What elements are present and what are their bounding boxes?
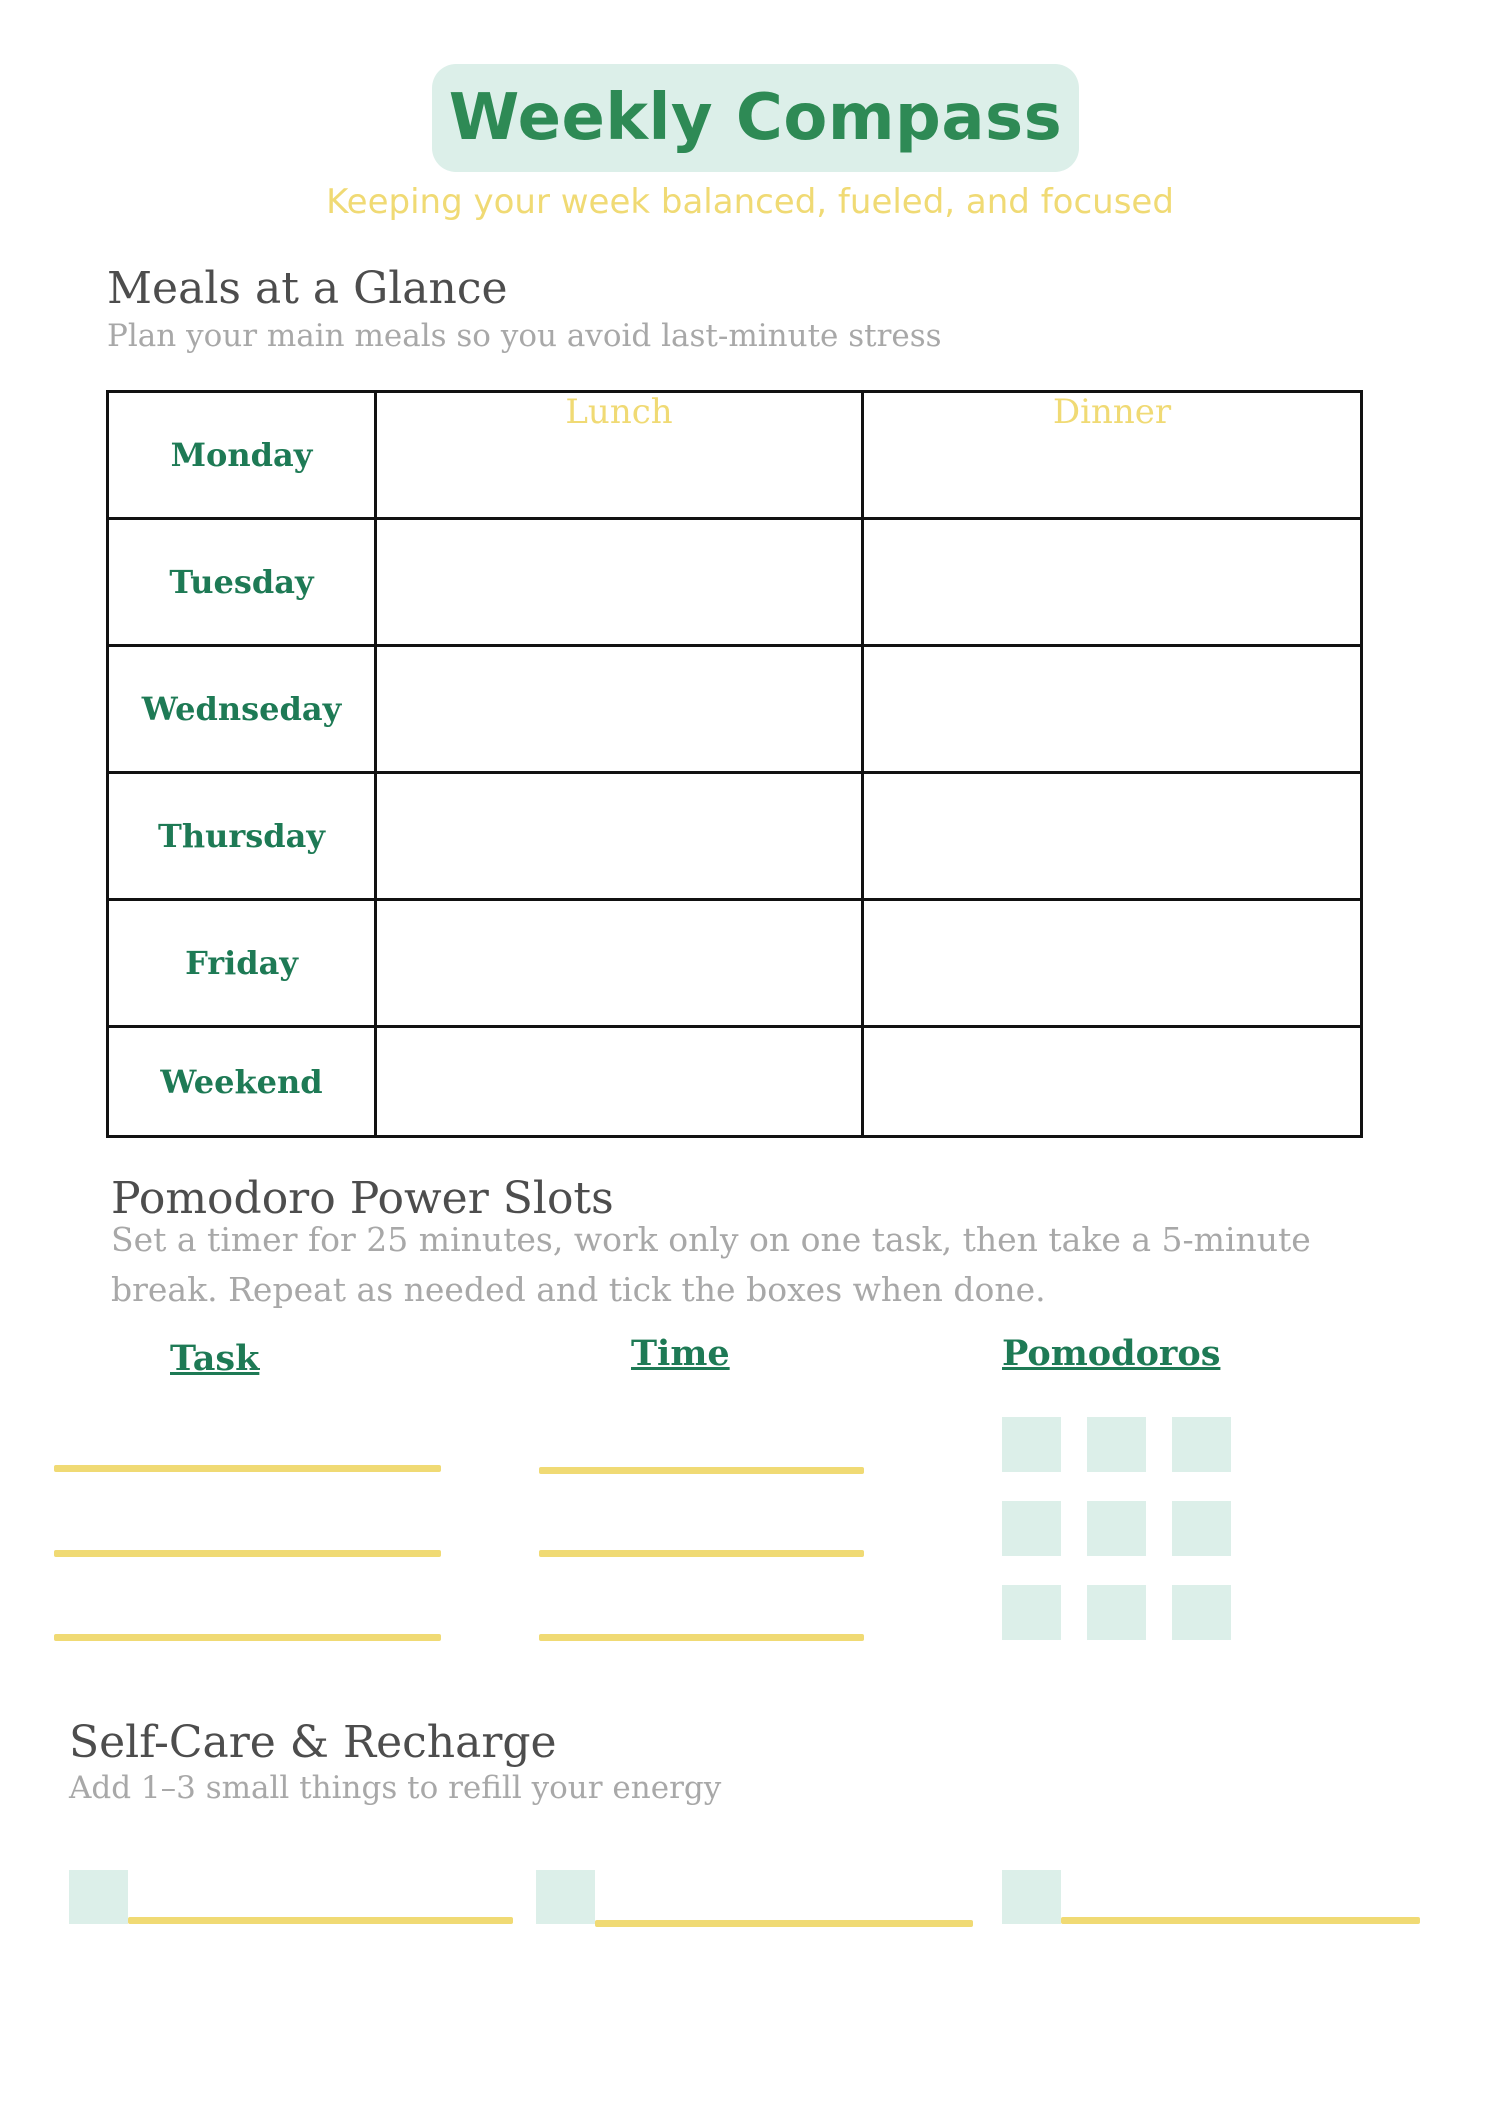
- table-row: [108, 646, 1362, 773]
- meal-cell-friday-dinner[interactable]: [863, 900, 1362, 1027]
- column-header-dinner: Dinner: [1052, 392, 1172, 432]
- pomodoro-checkbox-3-1[interactable]: [1002, 1585, 1061, 1640]
- pomodoros-column-label: Pomodoros: [1002, 1333, 1221, 1374]
- table-row: [108, 900, 1362, 1027]
- meal-cell-thursday-lunch[interactable]: [376, 773, 863, 900]
- pomodoro-checkbox-2-1[interactable]: [1002, 1501, 1061, 1556]
- table-row: [108, 1027, 1362, 1137]
- meal-cell-wednesday-dinner[interactable]: [863, 646, 1362, 773]
- pomodoro-checkbox-1-2[interactable]: [1087, 1417, 1146, 1472]
- page-subtitle: Keeping your week balanced, fueled, and focused: [326, 182, 1174, 222]
- meal-cell-tuesday-dinner[interactable]: [863, 519, 1362, 646]
- pomodoro-section-title: Pomodoro Power Slots: [111, 1173, 614, 1224]
- meal-plan-table: [106, 390, 1363, 1138]
- column-header-lunch: Lunch: [565, 392, 673, 432]
- selfcare-checkbox-3[interactable]: [1002, 1870, 1061, 1924]
- task-line-1[interactable]: [54, 1465, 441, 1472]
- meal-cell-tuesday-lunch[interactable]: [376, 519, 863, 646]
- day-label-wednesday: Wednseday: [108, 646, 376, 773]
- time-line-3[interactable]: [539, 1634, 864, 1641]
- meal-cell-thursday-dinner[interactable]: [863, 773, 1362, 900]
- day-label-friday: Friday: [108, 900, 376, 1027]
- meals-section-title: Meals at a Glance: [107, 263, 508, 314]
- selfcare-checkbox-1[interactable]: [69, 1870, 128, 1924]
- selfcare-line-2[interactable]: [595, 1920, 973, 1927]
- day-label-thursday: Thursday: [108, 773, 376, 900]
- meal-cell-friday-lunch[interactable]: [376, 900, 863, 1027]
- task-line-2[interactable]: [54, 1550, 441, 1557]
- meal-cell-wednesday-lunch[interactable]: [376, 646, 863, 773]
- meal-cell-weekend-dinner[interactable]: [863, 1027, 1362, 1137]
- pomodoro-checkbox-3-3[interactable]: [1172, 1585, 1231, 1640]
- time-column-label: Time: [631, 1333, 730, 1374]
- day-label-tuesday: Tuesday: [108, 519, 376, 646]
- task-column-label: Task: [170, 1338, 260, 1379]
- time-line-1[interactable]: [539, 1467, 864, 1474]
- title-banner: [432, 64, 1079, 172]
- time-line-2[interactable]: [539, 1550, 864, 1557]
- pomodoro-checkbox-2-2[interactable]: [1087, 1501, 1146, 1556]
- table-row: [108, 773, 1362, 900]
- selfcare-section-title: Self-Care & Recharge: [69, 1717, 557, 1768]
- selfcare-line-1[interactable]: [128, 1917, 513, 1924]
- pomodoro-checkbox-2-3[interactable]: [1172, 1501, 1231, 1556]
- meal-cell-monday-lunch[interactable]: [376, 392, 863, 519]
- selfcare-checkbox-2[interactable]: [536, 1870, 595, 1924]
- meals-section-subtitle: Plan your main meals so you avoid last-minute stress: [107, 318, 942, 354]
- table-row: [108, 519, 1362, 646]
- pomodoro-checkbox-1-1[interactable]: [1002, 1417, 1061, 1472]
- pomodoro-checkbox-1-3[interactable]: [1172, 1417, 1231, 1472]
- pomodoro-checkbox-3-2[interactable]: [1087, 1585, 1146, 1640]
- pomodoro-section-subtitle: Set a timer for 25 minutes, work only on one task, then take a 5-minute break. Repeat as needed and tick the boxes when done.: [111, 1220, 1311, 1309]
- task-line-3[interactable]: [54, 1634, 441, 1641]
- selfcare-section-subtitle: Add 1–3 small things to refill your energy: [69, 1770, 722, 1806]
- meal-cell-weekend-lunch[interactable]: [376, 1027, 863, 1137]
- selfcare-line-3[interactable]: [1061, 1917, 1420, 1924]
- day-label-weekend: Weekend: [108, 1027, 376, 1137]
- table-row: [108, 392, 1362, 519]
- meal-cell-monday-dinner[interactable]: [863, 392, 1362, 519]
- day-label-monday: Monday: [108, 392, 376, 519]
- page-title: Weekly Compass: [448, 81, 1063, 155]
